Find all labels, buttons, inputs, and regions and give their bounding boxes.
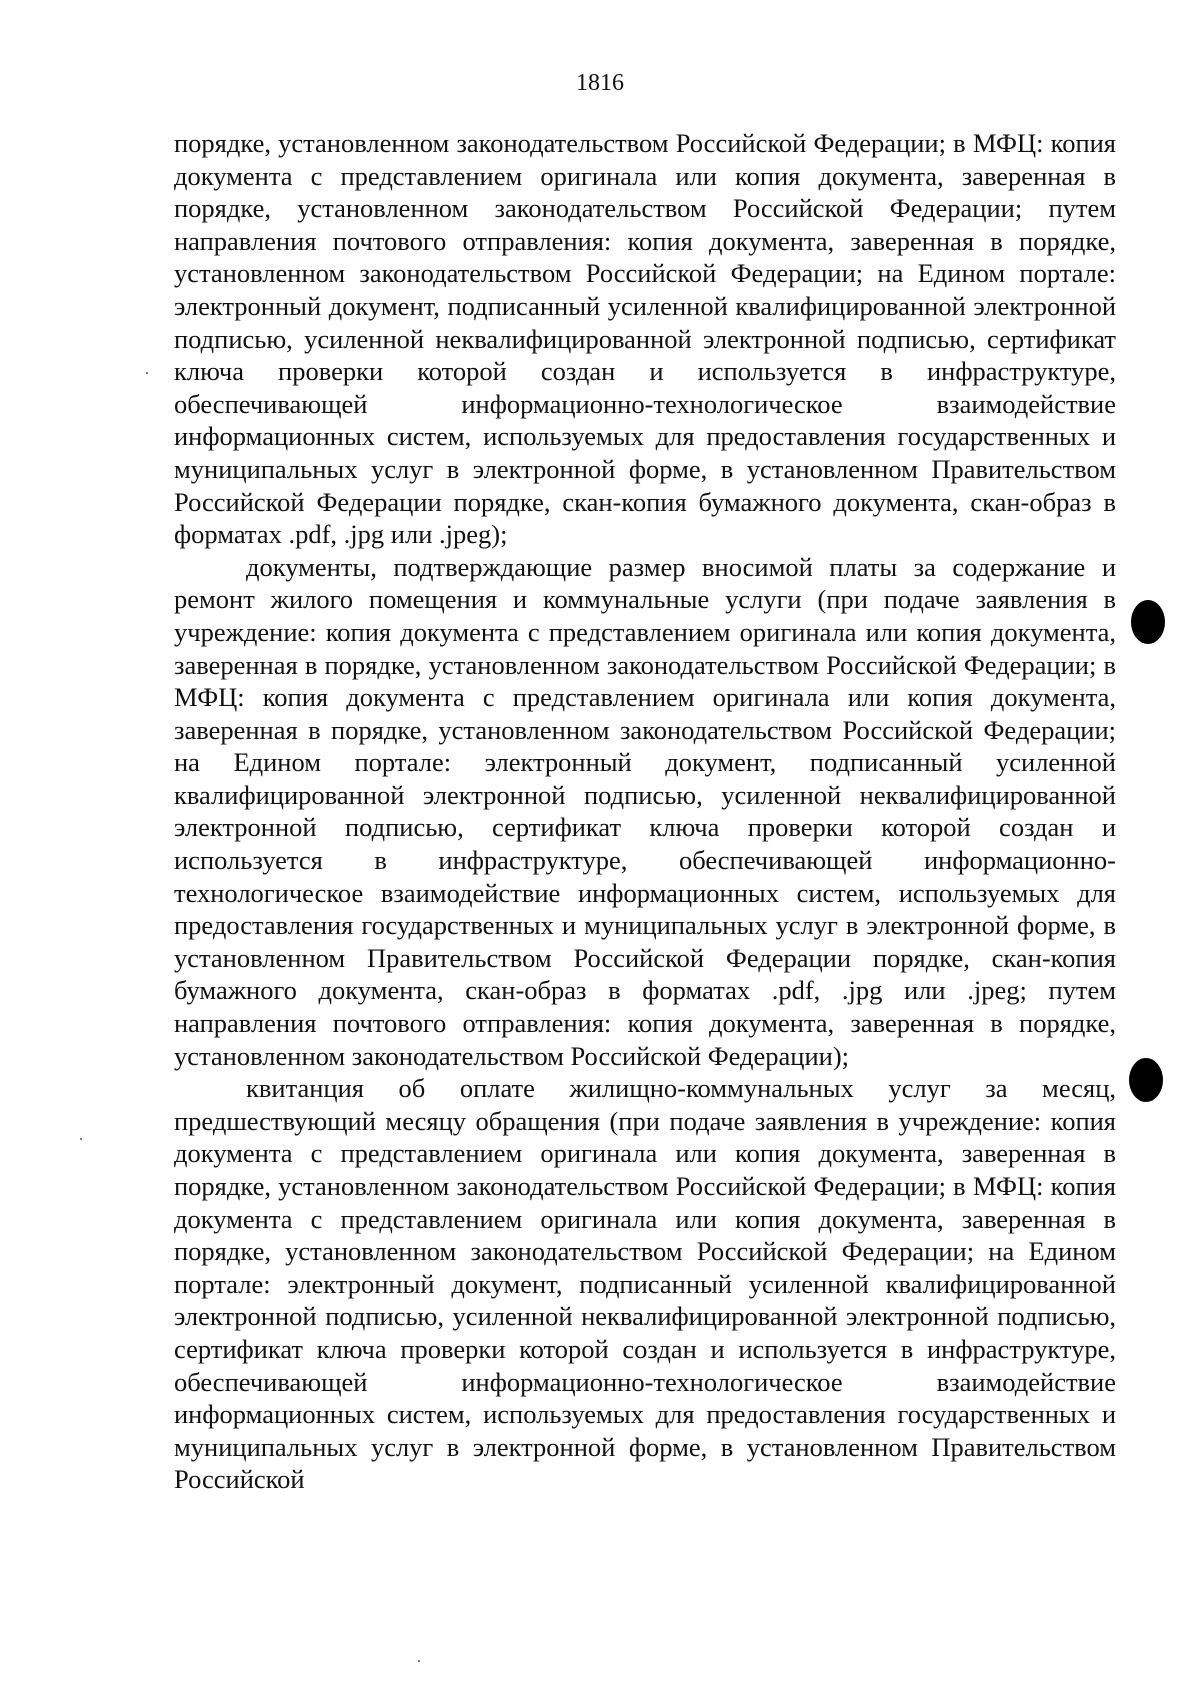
paragraph-utility-receipt: квитанция об оплате жилищно-коммунальных услуг за месяц, предшествующий месяцу обращения (при подаче заявления в учреждение: копия документа с представлением оригинала или копия документа, заверенная в порядке, установленном законодательством Российской Федерации; в МФЦ: копия документа с представлением оригинала или копия документа, заверенная в порядке, установленном законодательством Российской Федерации; на Едином портале: электронный документ, подписанный усиленной квалифицированной электронной подписью, усиленной неквалифицированной электронной подписью, сертификат ключа проверки которой создан и используется в инфраструктуре, обеспечивающей информационно-технологическое взаимодействие информационных систем, используемых для предоставления государственных и муниципальных услуг в электронной форме, в установленном Правительством Российской (174, 1073, 1116, 1495)
paragraph-continuation: порядке, установленном законодательством Российской Федерации; в МФЦ: копия документа с представлением оригинала или копия документа, заверенная в порядке, установленном законодательством Российской Федерации; путем направления почтового отправления: копия документа, заверенная в порядке, установленном законодательством Российской Федерации; на Едином портале: электронный документ, подписанный усиленной квалифицированной электронной подписью, усиленной неквалифицированной электронной подписью, сертификат ключа проверки которой создан и используется в инфраструктуре, обеспечивающей информационно-технологическое взаимодействие информационных систем, используемых для предоставления государственных и муниципальных услуг в электронной форме, в установленном Правительством Российской Федерации порядке, скан-копия бумажного документа, скан-образ в форматах .pdf, .jpg или .jpeg); (174, 128, 1116, 550)
body-text (174, 127, 1116, 1496)
paragraph-payment-documents: документы, подтверждающие размер вносимой платы за содержание и ремонт жилого помещения и коммунальные услуги (при подаче заявления в учреждение: копия документа с представлением оригинала или копия документа, заверенная в порядке, установленном законодательством Российской Федерации; в МФЦ: копия документа с представлением оригинала или копия документа, заверенная в порядке, установленном законодательством Российской Федерации; на Едином портале: электронный документ, подписанный усиленной квалифицированной электронной подписью, усиленной неквалифицированной электронной подписью, сертификат ключа проверки которой создан и используется в инфраструктуре, обеспечивающей информационно-технологическое взаимодействие информационных систем, используемых для предоставления государственных и муниципальных услуг в электронной форме, в установленном Правительством Российской Федерации порядке, скан-копия бумажного документа, скан-образ в форматах .pdf, .jpg или .jpeg; путем направления почтового отправления: копия документа, заверенная в порядке, установленном законодательством Российской Федерации); (174, 551, 1116, 1071)
punch-hole-mark (1131, 600, 1165, 644)
scan-speck (80, 1138, 82, 1140)
scan-speck (418, 1660, 420, 1662)
punch-hole-mark (1129, 1058, 1163, 1102)
scan-speck (146, 372, 148, 374)
page-number: 1816 (576, 70, 624, 96)
